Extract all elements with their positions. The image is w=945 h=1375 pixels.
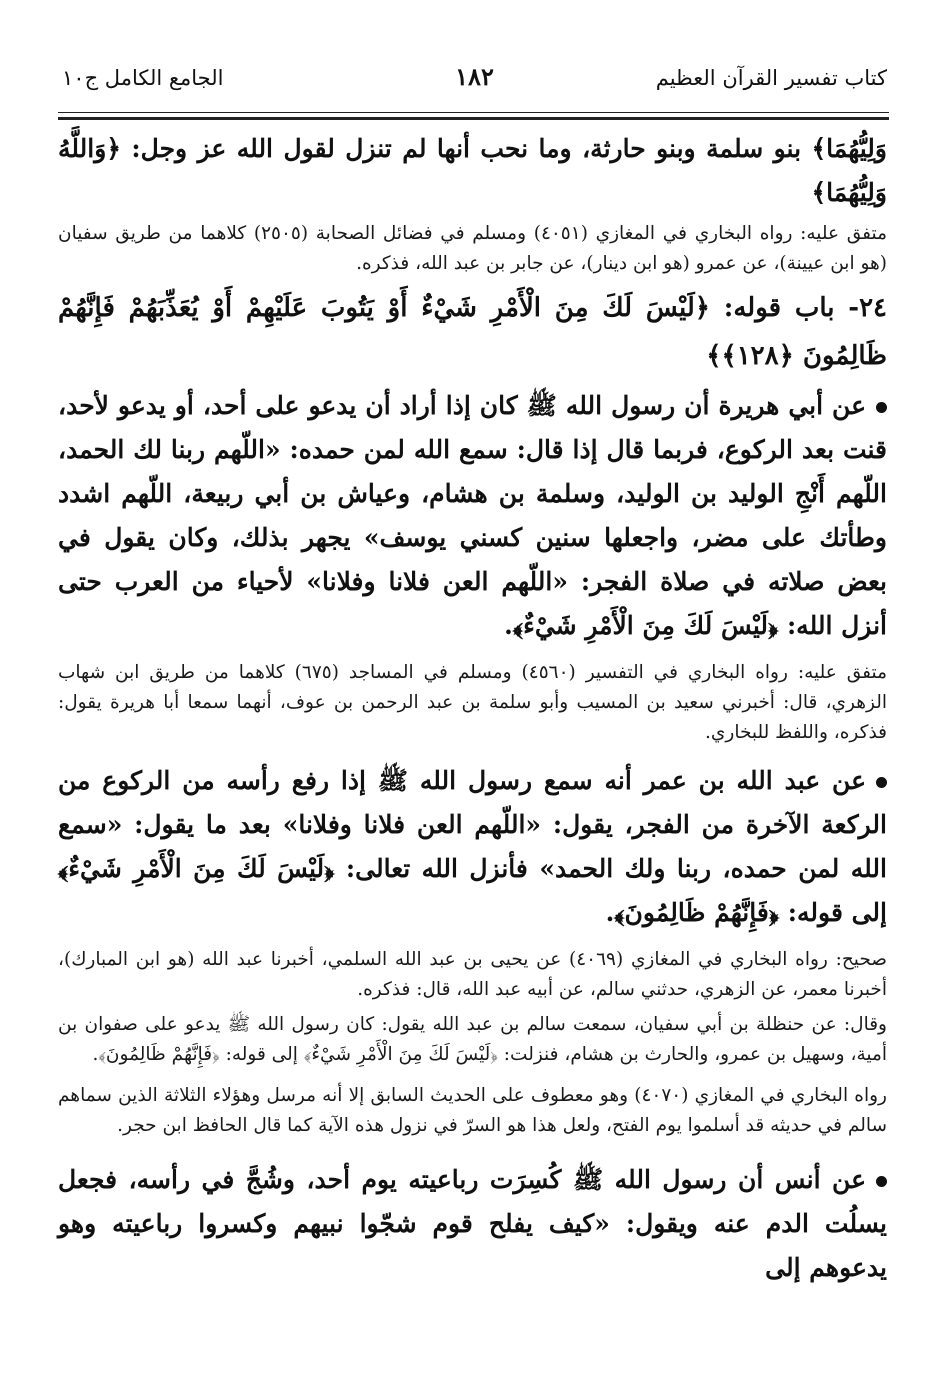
- page-header: [62, 62, 887, 98]
- hadith-paragraph: [58, 759, 887, 935]
- hadith-paragraph: [58, 1158, 887, 1290]
- takhrij-note: رواه البخاري في المغازي (٤٠٧٠) وهو معطوف على الحديث السابق إلا أنه مرسل وهؤلاء الثلاثة الذين سماهم سالم في حديثه قد أسلموا يوم الفتح، ولعل هذا هو السرّ في نزول هذه الآية كما قال الحافظ ابن حجر.: [58, 1085, 887, 1136]
- series-volume: الجامع الكامل ج١٠: [62, 66, 224, 90]
- takhrij-note: متفق عليه: رواه البخاري في المغازي (٤٠٥١) ومسلم في فضائل الصحابة (٢٥٠٥) كلاهما من طريق سفيان (هو ابن عيينة)، عن عمرو (هو ابن دينار)، عن جابر بن عبد الله، فذكره.: [58, 223, 887, 274]
- bullet-icon: [876, 402, 887, 413]
- page-number: ١٨٢: [455, 62, 494, 91]
- header-divider-thin: [58, 112, 889, 113]
- bullet-icon: [876, 777, 887, 788]
- hadith-text: عن أنس أن رسول الله ﷺ كُسِرَت رباعيته يوم أحد، وشُجَّ في رأسه، فجعل يسلُت الدم عنه ويقول: «كيف يفلح قوم شجّوا نبيهم وكسروا رباعيته وهو يدعوهم إلى: [58, 1165, 887, 1282]
- hadith-paragraph: [58, 384, 887, 648]
- hadith-continuation: وَلِيُّهُمَا﴾ بنو سلمة وبنو حارثة، وما نحب أنها لم تنزل لقول الله عز وجل: ﴿وَاللَّهُ وَلِيُّهُمَا﴾: [58, 134, 887, 207]
- book-title: كتاب تفسير القرآن العظيم: [655, 66, 887, 90]
- hadith-text: عن عبد الله بن عمر أنه سمع رسول الله ﷺ إذا رفع رأسه من الركوع من الركعة الآخرة من الفجر، يقول: «اللّهم العن فلانا وفلانا» بعد ما يقول: «سمع الله لمن حمده، ربنا ولك الحمد» فأنزل الله تعالى: ﴿لَيْسَ لَكَ مِنَ الْأَمْرِ شَيْءٌ﴾ إلى قوله: ﴿فَإِنَّهُمْ ظَالِمُونَ﴾.: [58, 766, 887, 927]
- takhrij-note: صحيح: رواه البخاري في المغازي (٤٠٦٩) عن يحيى بن عبد الله السلمي، أخبرنا عبد الله (هو ابن المبارك)، أخبرنا معمر، عن الزهري، حدثني سالم، عن أبيه عبد الله، قال: فذكره.: [58, 949, 888, 1000]
- takhrij-note: متفق عليه: رواه البخاري في التفسير (٤٥٦٠) ومسلم في المساجد (٦٧٥) كلاهما من طريق ابن شهاب الزهري، قال: أخبرني سعيد بن المسيب وأبو سلمة بن عبد الرحمن بن عوف، أنهما سمعا أبا هريرة يقول: فذكره، واللفظ للبخاري.: [58, 662, 887, 743]
- hadith-text: عن أبي هريرة أن رسول الله ﷺ كان إذا أراد أن يدعو على أحد، أو يدعو لأحد، قنت بعد الركوع، فربما قال إذا قال: سمع الله لمن حمده: «اللّهم ربنا لك الحمد، اللّهم أَنْجِ الوليد بن الوليد، وسلمة بن هشام، وعياش بن أبي ربيعة، اللّهم اشدد وطأتك على مضر، واجعلها سنين كسني يوسف» يجهر بذلك، وكان يقول في بعض صلاته في صلاة الفجر: «اللّهم العن فلانا وفلانا» لأحياء من العرب حتى أنزل الله: ﴿لَيْسَ لَكَ مِنَ الْأَمْرِ شَيْءٌ﴾.: [58, 391, 887, 640]
- chapter-heading: ٢٤- باب قوله: ﴿لَيْسَ لَكَ مِنَ الْأَمْرِ شَيْءٌ أَوْ يَتُوبَ عَلَيْهِمْ أَوْ يُعَذِّبَهُمْ فَإِنَّهُمْ ظَالِمُونَ ﴿١٢٨﴾﴾: [58, 293, 887, 371]
- mursal-narration: وقال: عن حنظلة بن أبي سفيان، سمعت سالم بن عبد الله يقول: كان رسول الله ﷺ يدعو على صفوان بن أمية، وسهيل بن عمرو، والحارث بن هشام، فنزلت: ﴿لَيْسَ لَكَ مِنَ الْأَمْرِ شَيْءٌ﴾ إلى قوله: ﴿فَإِنَّهُمْ ظَالِمُونَ﴾.: [58, 1014, 887, 1065]
- bullet-icon: [876, 1176, 887, 1187]
- page-body: [58, 127, 887, 1294]
- header-divider-thick: [58, 117, 889, 120]
